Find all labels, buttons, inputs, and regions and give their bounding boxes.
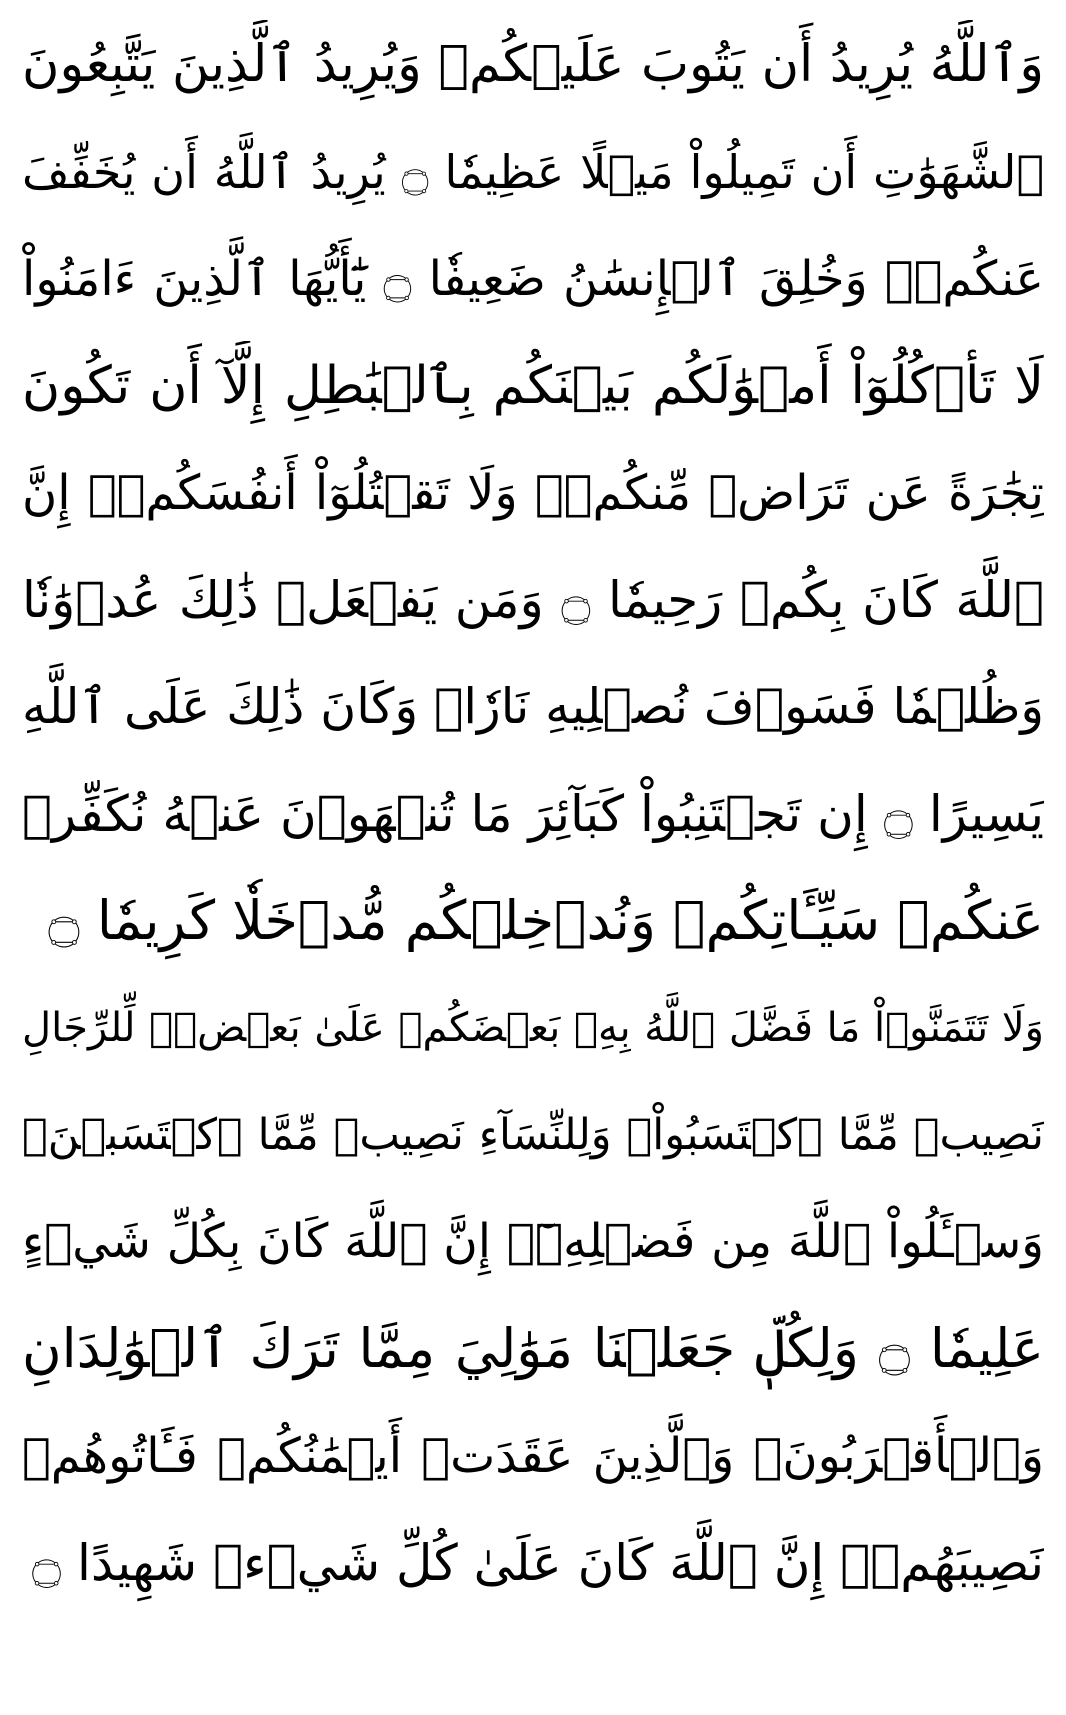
quran-text-line: عَلِيمٗا ۝ وَلِكُلّٖ جَعَلۡنَا مَوَٰلِيَ مِمَّا تَرَكَ ٱلۡوَٰلِدَانِ xyxy=(22,1317,1044,1380)
quran-text-line: ٱللَّهَ كَانَ بِكُمۡ رَحِيمٗا ۝ وَمَن يَفۡعَلۡ ذَٰلِكَ عُدۡوَٰنٗا xyxy=(22,571,1044,629)
quran-text-line: وَسۡـَٔلُواْ ٱللَّهَ مِن فَضۡلِهِۦٓۚ إِنَّ ٱللَّهَ كَانَ بِكُلِّ شَيۡءٍ xyxy=(22,1214,1044,1269)
quran-text-line: وَٱللَّهُ يُرِيدُ أَن يَتُوبَ عَلَيۡكُمۡ وَيُرِيدُ ٱلَّذِينَ يَتَّبِعُونَ xyxy=(22,35,1044,94)
quran-text-line: وَلَا تَتَمَنَّوۡاْ مَا فَضَّلَ ٱللَّهُ بِهِۦ بَعۡضَكُمۡ عَلَىٰ بَعۡضٖۚ لِّلرِّجَالِ xyxy=(22,1005,1044,1051)
quran-text-line: لَا تَأۡكُلُوٓاْ أَمۡوَٰلَكُم بَيۡنَكُم بِٱلۡبَٰطِلِ إِلَّآ أَن تَكُونَ xyxy=(22,356,1044,416)
quran-text-line: وَظُلۡمٗا فَسَوۡفَ نُصۡلِيهِ نَارٗاۚ وَكَانَ ذَٰلِكَ عَلَى ٱللَّهِ xyxy=(22,678,1044,735)
quran-text-line: نَصِيبٞ مِّمَّا ٱكۡتَسَبُواْۖ وَلِلنِّسَآءِ نَصِيبٞ مِّمَّا ٱكۡتَسَبۡنَۚ xyxy=(22,1110,1044,1160)
quran-text-line: وَٱلۡأَقۡرَبُونَۚ وَٱلَّذِينَ عَقَدَتۡ أَيۡمَٰنُكُمۡ فَـَٔاتُوهُمۡ xyxy=(22,1428,1044,1484)
quran-text-line: يَسِيرًا ۝ إِن تَجۡتَنِبُواْ كَبَآئِرَ مَا تُنۡهَوۡنَ عَنۡهُ نُكَفِّرۡ xyxy=(22,785,1044,843)
quran-text-line: عَنكُمۡۚ وَخُلِقَ ٱلۡإِنسَٰنُ ضَعِيفٗا ۝ يَٰٓأَيُّهَا ٱلَّذِينَ ءَامَنُواْ xyxy=(22,251,1044,307)
quran-text-line: تِجَٰرَةً عَن تَرَاضٖ مِّنكُمۡۚ وَلَا تَقۡتُلُوٓاْ أَنفُسَكُمۡۚ إِنَّ xyxy=(22,465,1044,521)
quran-text-line: عَنكُمۡ سَيِّـَٔاتِكُمۡ وَنُدۡخِلۡكُم مُّدۡخَلٗا كَرِيمٗا ۝ xyxy=(48,889,1044,952)
quran-text-line: نَصِيبَهُمۡۚ إِنَّ ٱللَّهَ كَانَ عَلَىٰ كُلِّ شَيۡءٖ شَهِيدًا ۝ xyxy=(31,1534,1044,1592)
quran-text-line: ٱلشَّهَوَٰتِ أَن تَمِيلُواْ مَيۡلًا عَظِيمٗا ۝ يُرِيدُ ٱللَّهُ أَن يُخَفِّفَ xyxy=(22,145,1044,199)
